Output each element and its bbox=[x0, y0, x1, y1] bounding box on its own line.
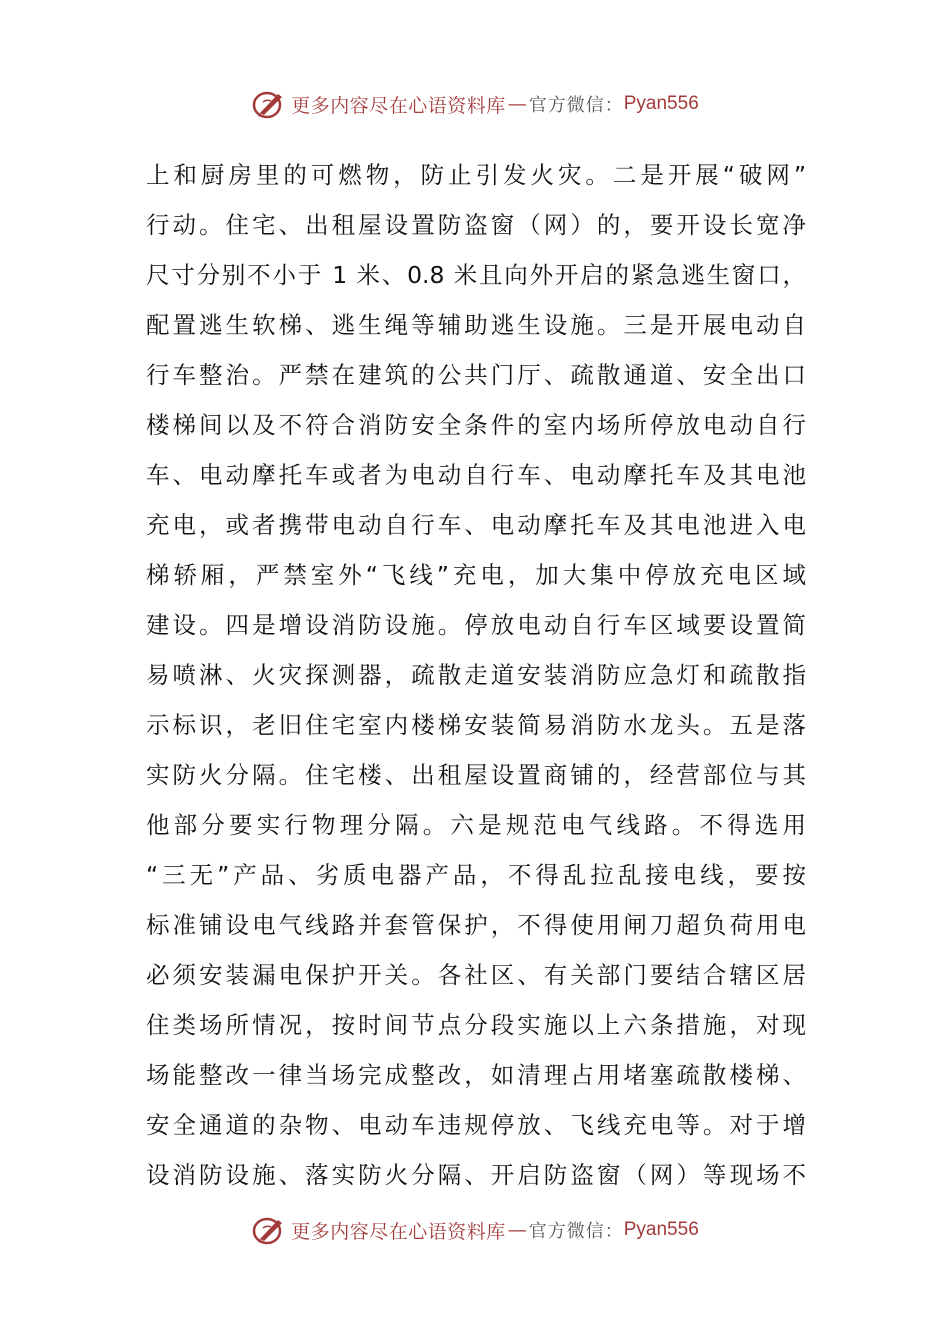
text-line: 他部分要实行物理分隔。六是规范电气线路。不得选用 bbox=[146, 811, 806, 839]
banner-separator: — bbox=[507, 93, 527, 115]
banner-wechat-label: 官方微信： bbox=[528, 1221, 624, 1242]
banner-wechat-id: Pyan556 bbox=[623, 93, 699, 114]
banner-brand-text: 更多内容尽在心语资料库 bbox=[291, 1220, 506, 1243]
text-line: 尺寸分别不小于 1 米、0.8 米且向外开启的紧急逃生窗口， bbox=[146, 261, 806, 289]
footer-banner bbox=[0, 1210, 950, 1250]
text-line: 充电，或者携带电动自行车、电动摩托车及其电池进入电 bbox=[146, 511, 806, 539]
pen-logo-icon bbox=[251, 86, 287, 122]
text-line: 配置逃生软梯、逃生绳等辅助逃生设施。三是开展电动自 bbox=[146, 311, 806, 339]
text-line: 行车整治。严禁在建筑的公共门厅、疏散通道、安全出口 bbox=[146, 361, 806, 389]
text-line: 行动。住宅、出租屋设置防盗窗（网）的，要开设长宽净 bbox=[146, 211, 806, 239]
text-line: 设消防设施、落实防火分隔、开启防盗窗（网）等现场不 bbox=[146, 1161, 806, 1189]
text-line: 示标识，老旧住宅室内楼梯安装简易消防水龙头。五是落 bbox=[146, 711, 806, 739]
text-line: 楼梯间以及不符合消防安全条件的室内场所停放电动自行 bbox=[146, 411, 806, 439]
text-line: 住类场所情况，按时间节点分段实施以上六条措施，对现 bbox=[146, 1011, 806, 1039]
header-banner bbox=[0, 84, 950, 124]
pen-logo-icon bbox=[251, 1212, 287, 1248]
banner-wechat-id: Pyan556 bbox=[623, 1219, 699, 1240]
banner-separator: — bbox=[507, 1219, 527, 1241]
text-line: 易喷淋、火灾探测器，疏散走道安装消防应急灯和疏散指 bbox=[146, 661, 806, 689]
text-line: 梯轿厢，严禁室外“飞线”充电，加大集中停放充电区域 bbox=[146, 561, 806, 589]
document-body bbox=[146, 150, 806, 1200]
text-line: 车、电动摩托车或者为电动自行车、电动摩托车及其电池 bbox=[146, 461, 806, 489]
text-line: 标准铺设电气线路并套管保护，不得使用闸刀超负荷用电 bbox=[146, 911, 806, 939]
text-line: 必须安装漏电保护开关。各社区、有关部门要结合辖区居 bbox=[146, 961, 806, 989]
banner-wechat-label: 官方微信： bbox=[528, 95, 624, 116]
text-line: “三无”产品、劣质电器产品，不得乱拉乱接电线，要按 bbox=[146, 861, 806, 889]
text-line: 安全通道的杂物、电动车违规停放、飞线充电等。对于增 bbox=[146, 1111, 806, 1139]
text-line: 场能整改一律当场完成整改，如清理占用堵塞疏散楼梯、 bbox=[146, 1061, 806, 1089]
text-line: 上和厨房里的可燃物，防止引发火灾。二是开展“破网” bbox=[146, 161, 806, 189]
text-line: 建设。四是增设消防设施。停放电动自行车区域要设置简 bbox=[146, 611, 806, 639]
banner-brand-text: 更多内容尽在心语资料库 bbox=[291, 94, 506, 117]
text-line: 实防火分隔。住宅楼、出租屋设置商铺的，经营部位与其 bbox=[146, 761, 806, 789]
